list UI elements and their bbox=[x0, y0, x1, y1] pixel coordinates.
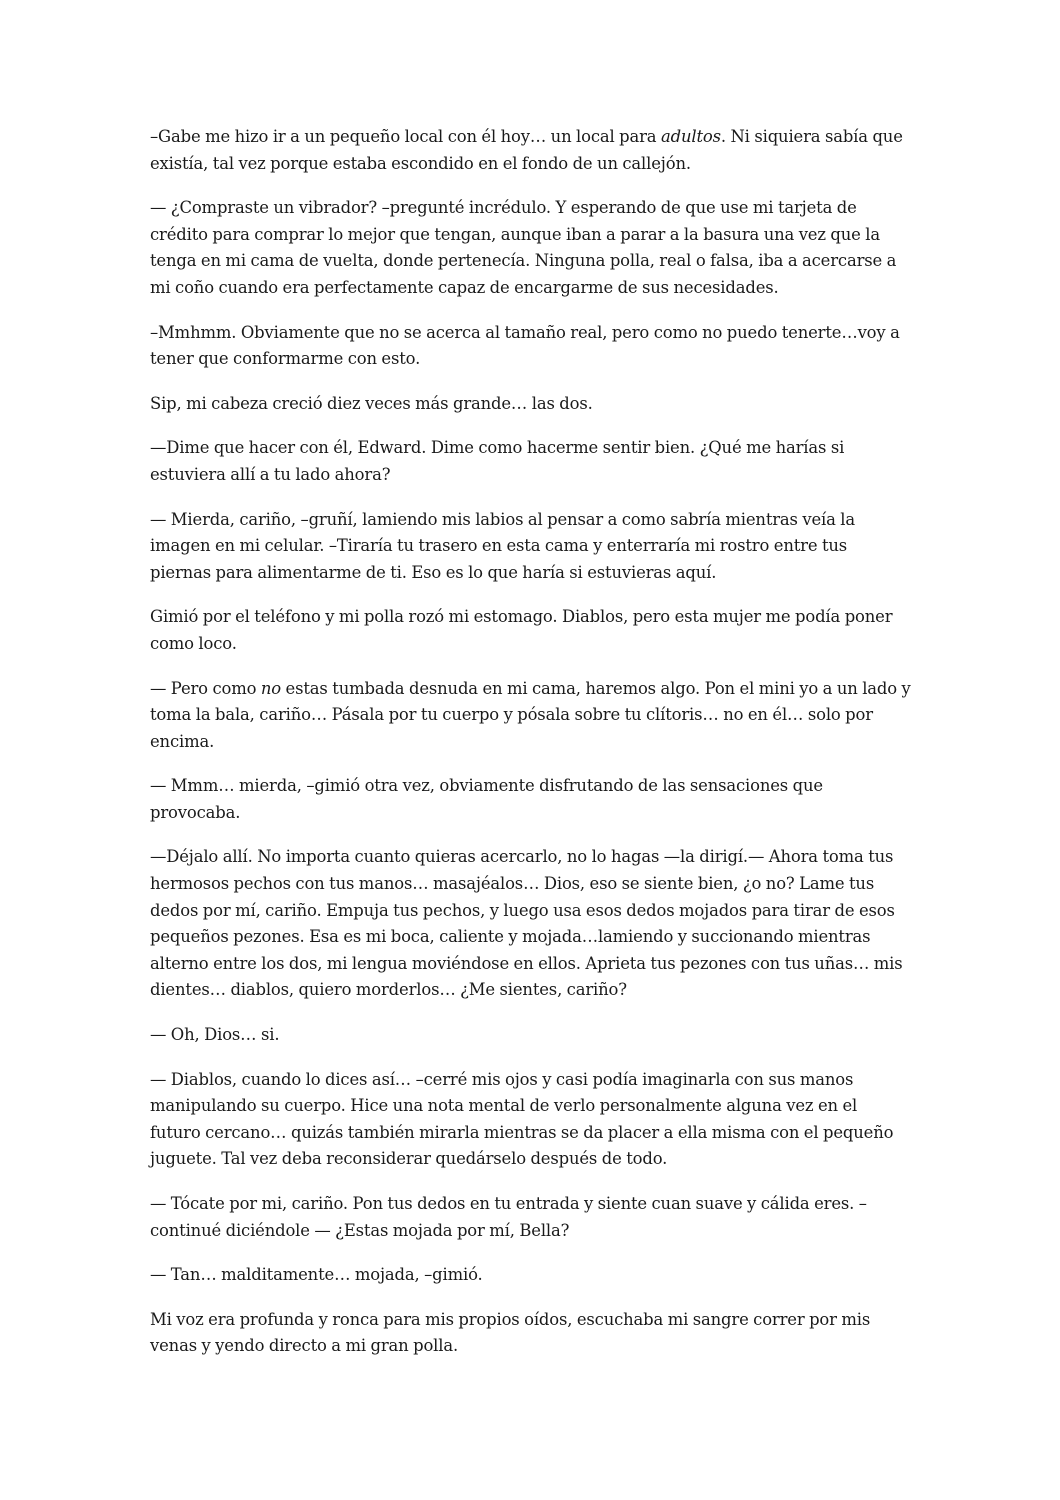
paragraph-text: — Mierda, cariño, –gruñí, lamiendo mis labios al pensar a como sabría mientras veía la imagen en mi celular. –Tiraría tu trasero en esta cama y enterraría mi rostro entre tus piernas para alimentarme de ti. Eso es lo que haría si estuvieras aquí. bbox=[150, 509, 856, 582]
paragraph bbox=[150, 604, 912, 657]
paragraph bbox=[150, 1307, 912, 1360]
paragraph-text: — Diablos, cuando lo dices así… –cerré mis ojos y casi podía imaginarla con sus manos manipulando su cuerpo. Hice una nota mental de verlo personalmente alguna vez en el futuro cercano… quizás también mirarla mientras se da placer a ella misma con el pequeño juguete. Tal vez deba reconsiderar quedárselo después de todo. bbox=[150, 1069, 894, 1169]
paragraph-text: estas tumbada desnuda en mi cama, haremos algo. Pon el mini yo a un lado y toma la bala, cariño… Pásala por tu cuerpo y pósala sobre tu clítoris… no en él… solo por encima. bbox=[150, 678, 911, 751]
paragraph-text: — Oh, Dios… si. bbox=[150, 1025, 280, 1045]
document-body bbox=[150, 124, 912, 1378]
paragraph-text: –Gabe me hizo ir a un pequeño local con él hoy… un local para bbox=[150, 127, 661, 146]
paragraph-text: Gimió por el teléfono y mi polla rozó mi estomago. Diablos, pero esta mujer me podía poner como loco. bbox=[150, 607, 893, 653]
paragraph bbox=[150, 1067, 912, 1173]
paragraph-text: — ¿Compraste un vibrador? –pregunté incrédulo. Y esperando de que use mi tarjeta de crédito para comprar lo mejor que tengan, aunque iban a parar a la basura una vez que la tenga en mi cama de vuelta, donde pertenecía. Ninguna polla, real o falsa, iba a acercarse a mi coño cuando era perfectamente capaz de encargarme de sus necesidades. bbox=[150, 198, 897, 297]
paragraph-text: — Mmm… mierda, –gimió otra vez, obviamente disfrutando de las sensaciones que provocaba. bbox=[150, 776, 823, 822]
paragraph-text: . Ni siquiera sabía que existía, tal vez porque estaba escondido en el fondo de un callejón. bbox=[150, 127, 903, 173]
paragraph-text: — Tan… malditamente… mojada, –gimió. bbox=[150, 1265, 483, 1285]
paragraph bbox=[150, 195, 912, 301]
paragraph-text: —Déjalo allí. No importa cuanto quieras acercarlo, no lo hagas —la dirigí.— Ahora toma tus hermosos pechos con tus manos… masajéalos… Dios, eso se siente bien, ¿o no? Lame tus dedos por mí, cariño. Empuja tus pechos, y luego usa esos dedos mojados para tirar de esos pequeños pezones. Esa es mi boca, caliente y mojada…lamiendo y succionando mientras alterno entre los dos, mi lengua moviéndose en ellos. Aprieta tus pezones con tus uñas… mis dientes… diablos, quiero morderlos… ¿Me sientes, cariño? bbox=[150, 847, 903, 1000]
italic-text: no bbox=[260, 678, 281, 698]
paragraph bbox=[150, 773, 912, 826]
paragraph bbox=[150, 1022, 912, 1049]
paragraph-text: — Pero como bbox=[150, 678, 261, 698]
paragraph bbox=[150, 507, 912, 587]
paragraph bbox=[150, 844, 912, 1004]
paragraph-text: — Tócate por mi, cariño. Pon tus dedos en tu entrada y siente cuan suave y cálida eres. –continué diciéndole — ¿Estas mojada por mí, Bella? bbox=[150, 1194, 867, 1240]
italic-text: adultos bbox=[660, 127, 721, 146]
paragraph-text: –Mmhmm. Obviamente que no se acerca al tamaño real, pero como no puedo tenerte…voy a tener que conformarme con esto. bbox=[150, 322, 900, 369]
paragraph bbox=[150, 320, 912, 373]
paragraph bbox=[150, 124, 912, 177]
paragraph-text: —Dime que hacer con él, Edward. Dime como hacerme sentir bien. ¿Qué me harías si estuviera allí a tu lado ahora? bbox=[150, 438, 845, 484]
paragraph bbox=[150, 1262, 912, 1289]
paragraph-text: Sip, mi cabeza creció diez veces más grande… las dos. bbox=[150, 393, 593, 413]
paragraph bbox=[150, 391, 912, 418]
paragraph bbox=[150, 435, 912, 488]
paragraph-text: Mi voz era profunda y ronca para mis propios oídos, escuchaba mi sangre correr por mis venas y yendo directo a mi gran polla. bbox=[150, 1309, 871, 1356]
paragraph bbox=[150, 1191, 912, 1244]
paragraph bbox=[150, 676, 912, 756]
